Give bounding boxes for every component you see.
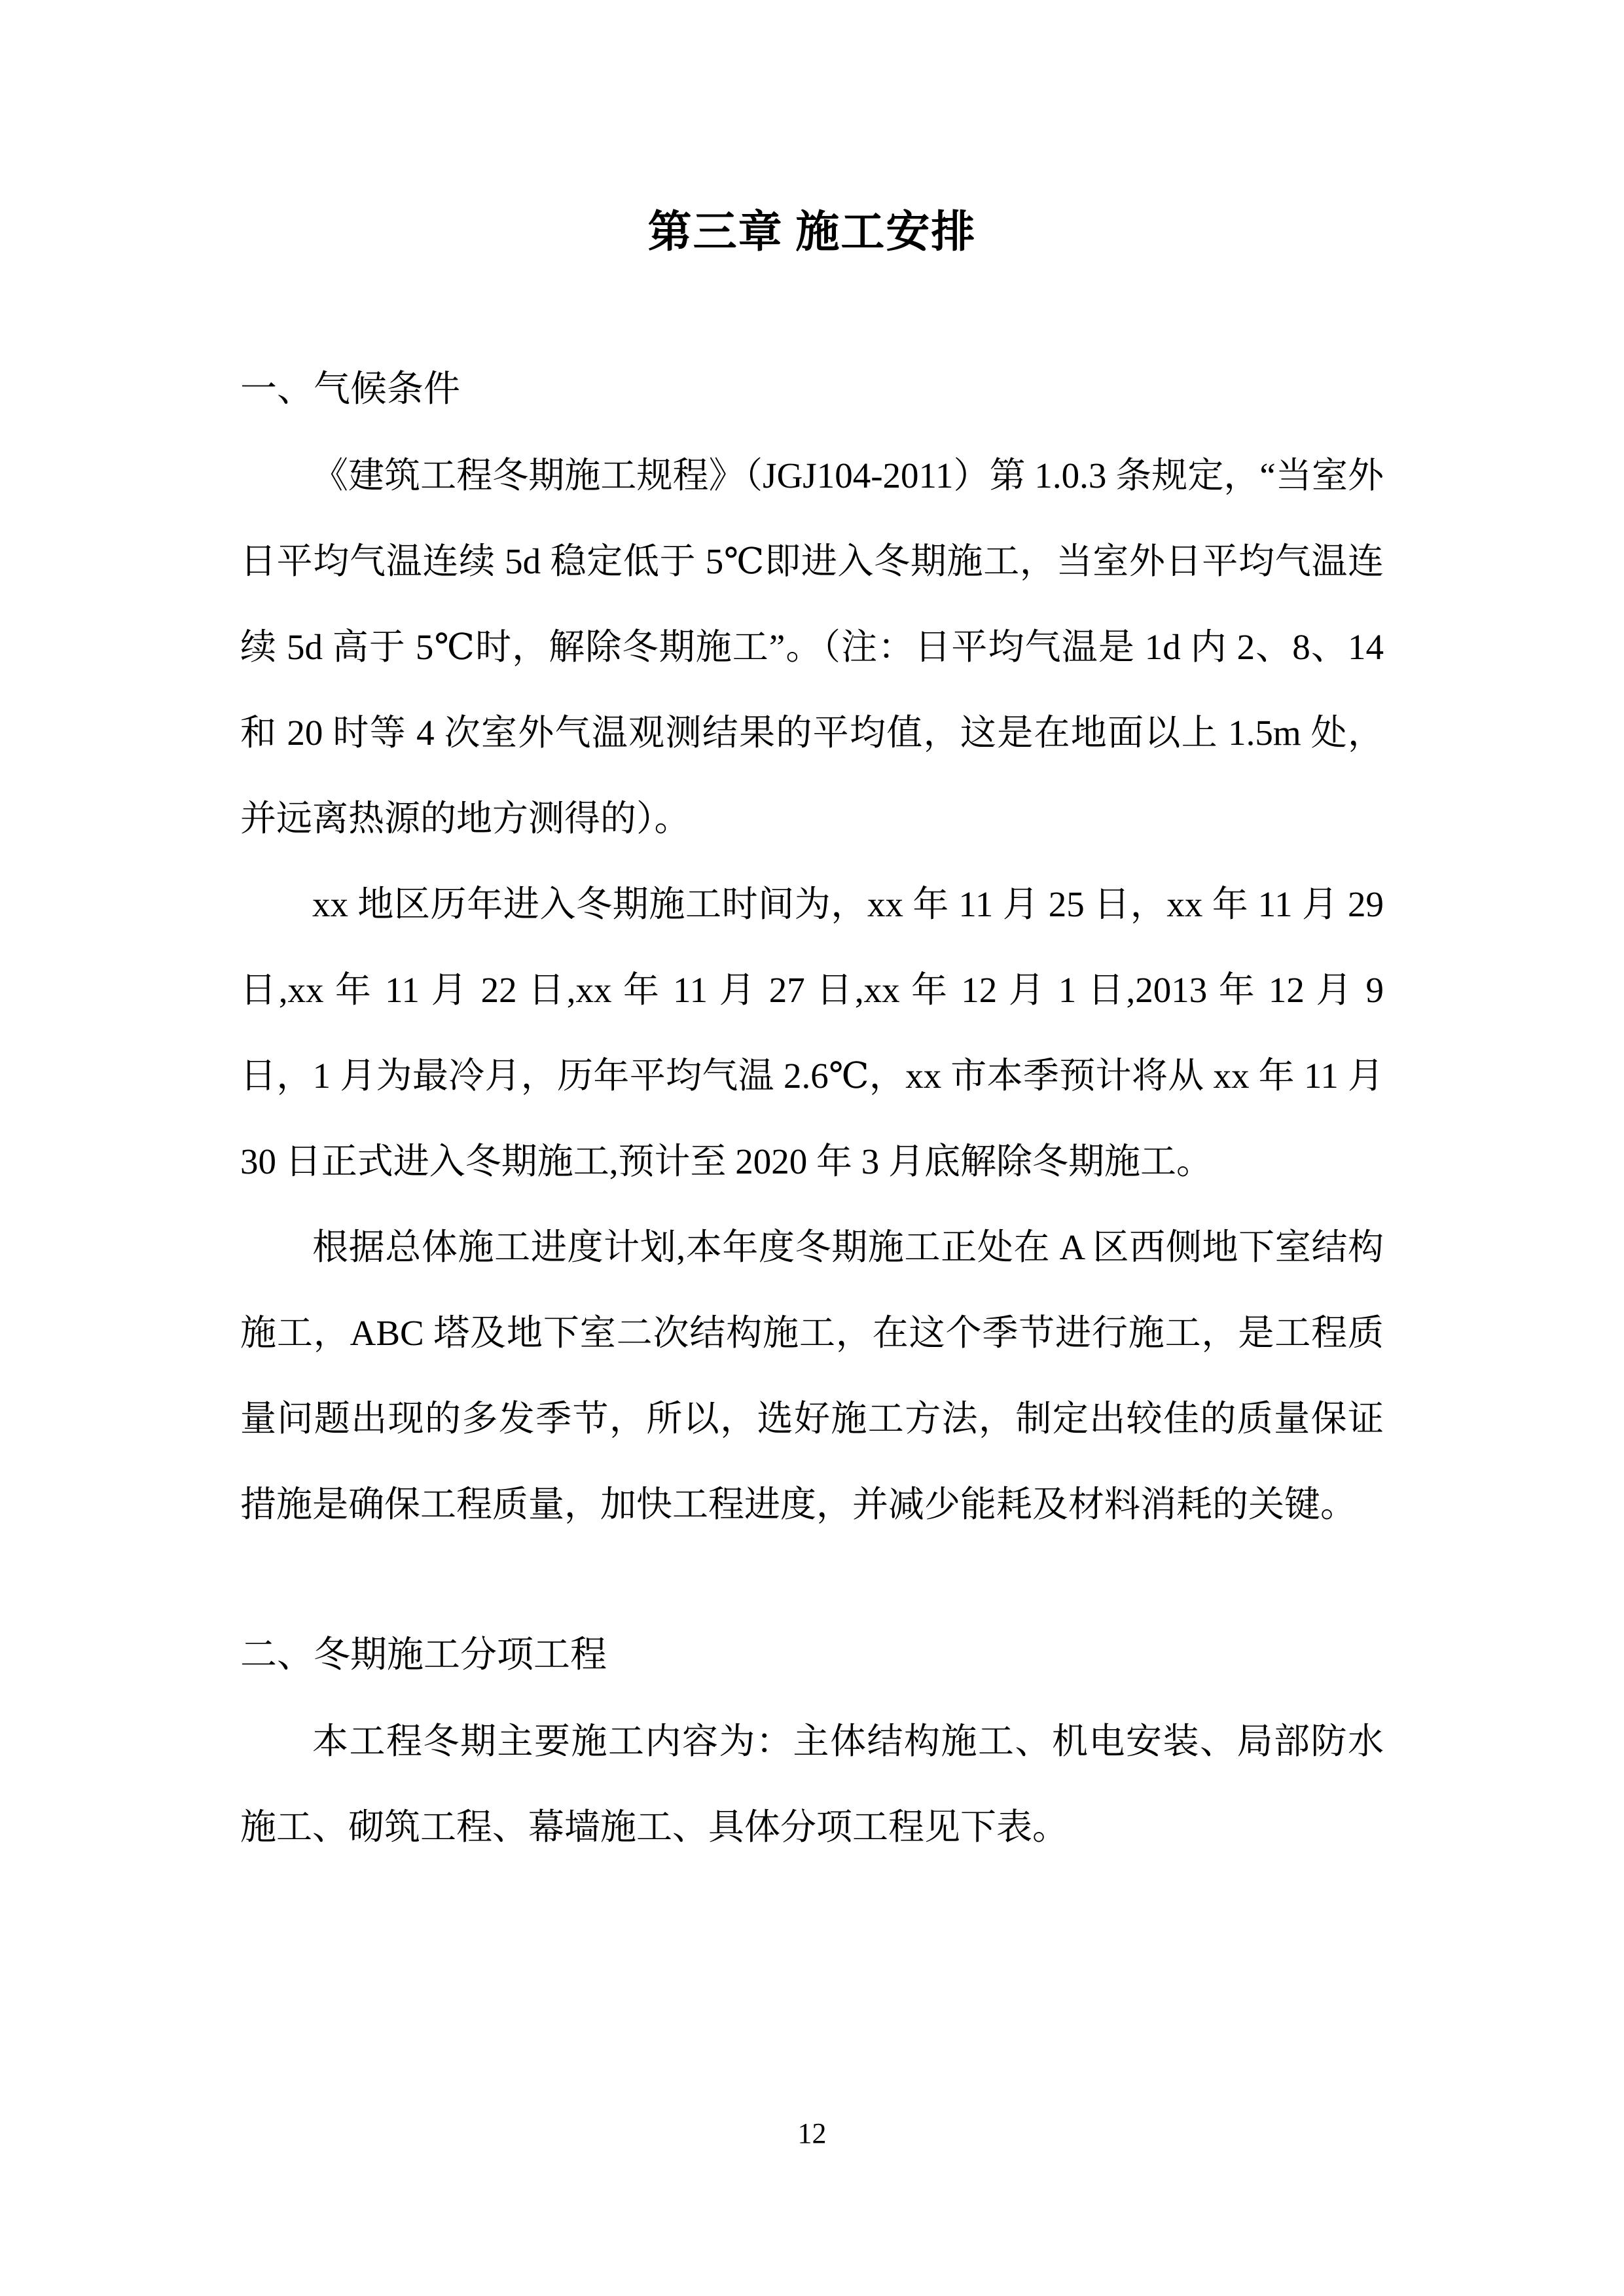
paragraph-winter-dates: xx 地区历年进入冬期施工时间为，xx 年 11 月 25 日，xx 年 11 月 29 日,xx 年 11 月 22 日,xx 年 11 月 27 日,xx 年 12 月 1 日,2013 年 12 月 9 日，1 月为最冷月，历年平均气温 2.6℃，xx 市本季预计将从 xx 年 11 月 30 日正式进入冬期施工,预计至 2020 年 3 月底解除冬期施工。 [240, 884, 1384, 1181]
page-number: 12 [797, 2117, 827, 2149]
document-page [240, 0, 1384, 2296]
paragraph-winter-scope: 本工程冬期主要施工内容为：主体结构施工、机电安装、局部防水施工、砌筑工程、幕墙施工、具体分项工程见下表。 [240, 1721, 1384, 1847]
chapter-title: 第三章 施工安排 [647, 208, 977, 257]
paragraph-schedule-plan: 根据总体施工进度计划,本年度冬期施工正处在 A 区西侧地下室结构施工，ABC 塔及地下室二次结构施工，在这个季节进行施工，是工程质量问题出现的多发季节，所以，选好施工方法，制定出较佳的质量保证措施是确保工程质量，加快工程进度，并减少能耗及材料消耗的关键。 [240, 1227, 1384, 1524]
section-heading-climate: 一、气候条件 [240, 369, 460, 410]
section-heading-winter-subprojects: 二、冬期施工分项工程 [240, 1635, 607, 1676]
paragraph-regulation: 《建筑工程冬期施工规程》（JGJ104-2011）第 1.0.3 条规定，“当室外日平均气温连续 5d 稳定低于 5℃即进入冬期施工，当室外日平均气温连续 5d 高于 5℃时，解除冬期施工”。（注：日平均气温是 1d 内 2、8、14 和 20 时等 4 次室外气温观测结果的平均值，这是在地面以上 1.5m 处，并远离热源的地方测得的）。 [240, 456, 1384, 838]
